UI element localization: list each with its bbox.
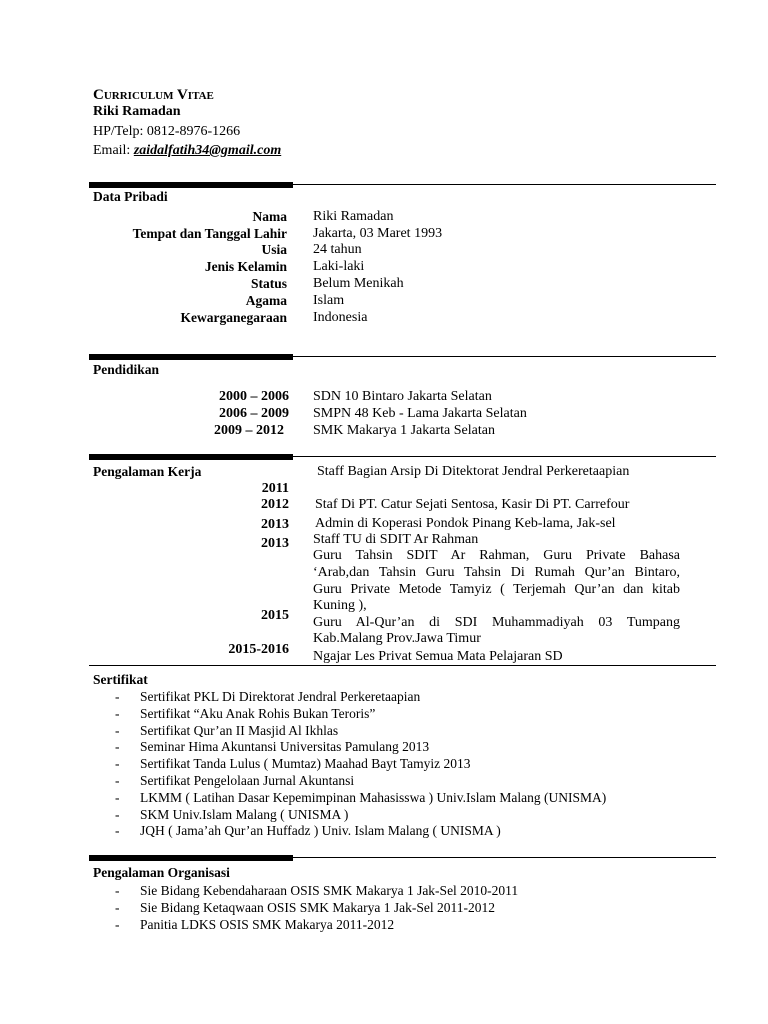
- work-item: Guru Private Metode Tamyiz ( Terjemah Qur’an dan kitab: [313, 582, 680, 597]
- cv-title: Curriculum Vitae: [93, 87, 214, 103]
- field-label-ttl: Tempat dan Tanggal Lahir: [132, 226, 287, 241]
- list-item: - Sertifikat PKL Di Direktorat Jendral Perkeretaapian: [115, 689, 606, 706]
- work-item: Kuning ),: [313, 598, 367, 613]
- field-value-nama: Riki Ramadan: [313, 209, 394, 224]
- certificate-list: [115, 689, 606, 840]
- organization-list: [115, 883, 518, 933]
- list-item: - Seminar Hima Akuntansi Universitas Pamulang 2013: [115, 739, 606, 756]
- list-item: - Panitia LDKS OSIS SMK Makarya 2011-2012: [115, 917, 518, 934]
- work-item: Ngajar Les Privat Semua Mata Pelajaran SD: [313, 649, 563, 664]
- section-divider-pendidikan: [89, 354, 716, 360]
- email-link[interactable]: zaidalfatih34@gmail.com: [133, 143, 282, 158]
- education-school: SMK Makarya 1 Jakarta Selatan: [313, 423, 495, 438]
- list-item: - LKMM ( Latihan Dasar Kepemimpinan Mahasisswa ) Univ.Islam Malang (UNISMA): [115, 790, 606, 807]
- section-divider-pengalaman-kerja: [89, 454, 716, 460]
- section-heading-pendidikan: Pendidikan: [93, 362, 160, 377]
- education-year: 2009 – 2012: [214, 423, 284, 438]
- applicant-name: Riki Ramadan: [93, 104, 181, 119]
- list-item: - Sertifikat Qur’an II Masjid Al Ikhlas: [115, 723, 606, 740]
- list-item: - Sertifikat “Aku Anak Rohis Bukan Teroris”: [115, 706, 606, 723]
- field-label-agama: Agama: [245, 293, 287, 308]
- work-year: 2013: [261, 517, 289, 532]
- education-year: 2000 – 2006: [219, 389, 289, 404]
- field-value-kewarganegaraan: Indonesia: [313, 310, 368, 325]
- education-year: 2006 – 2009: [219, 406, 289, 421]
- field-value-status: Belum Menikah: [313, 276, 404, 291]
- section-divider-organisasi: [89, 855, 716, 861]
- field-label-status: Status: [250, 276, 287, 291]
- work-item: ‘Arab,dan Tahsin Guru Tahsin Di Rumah Qur’an Bintaro,: [313, 565, 680, 580]
- education-school: SMPN 48 Keb - Lama Jakarta Selatan: [313, 406, 527, 421]
- list-item: - Sie Bidang Ketaqwaan OSIS SMK Makarya 1 Jak-Sel 2011-2012: [115, 900, 518, 917]
- section-heading-sertifikat: Sertifikat: [93, 672, 148, 687]
- work-item: Guru Tahsin SDIT Ar Rahman, Guru Private Bahasa: [313, 548, 680, 563]
- list-item: - Sertifikat Tanda Lulus ( Mumtaz) Maahad Bayt Tamyiz 2013: [115, 756, 606, 773]
- list-item: - Sertifikat Pengelolaan Jurnal Akuntansi: [115, 773, 606, 790]
- field-value-agama: Islam: [313, 293, 345, 308]
- field-label-usia: Usia: [261, 242, 287, 257]
- work-item: Staff Bagian Arsip Di Ditektorat Jendral Perkeretaapian: [317, 464, 630, 479]
- section-divider-sertifikat: [89, 665, 716, 666]
- list-item: - JQH ( Jama’ah Qur’an Huffadz ) Univ. Islam Malang ( UNISMA ): [115, 823, 606, 840]
- phone-number: HP/Telp: 0812-8976-1266: [93, 124, 241, 139]
- list-item: - SKM Univ.Islam Malang ( UNISMA ): [115, 807, 606, 824]
- email-label: Email:: [93, 143, 131, 158]
- field-value-jenis-kelamin: Laki-laki: [313, 259, 365, 274]
- section-heading-data-pribadi: Data Pribadi: [93, 189, 168, 204]
- field-label-jenis-kelamin: Jenis Kelamin: [204, 259, 287, 274]
- work-item: Staff TU di SDIT Ar Rahman: [313, 532, 479, 547]
- section-heading-organisasi: Pengalaman Organisasi: [93, 865, 230, 880]
- list-item: - Sie Bidang Kebendaharaan OSIS SMK Makarya 1 Jak-Sel 2010-2011: [115, 883, 518, 900]
- work-item: Kab.Malang Prov.Jawa Timur: [313, 631, 481, 646]
- work-item: Staf Di PT. Catur Sejati Sentosa, Kasir Di PT. Carrefour: [315, 497, 630, 512]
- work-year: 2011: [261, 481, 289, 496]
- section-divider-data-pribadi: [89, 182, 716, 188]
- work-item: Guru Al-Qur’an di SDI Muhammadiyah 03 Tumpang: [313, 615, 680, 630]
- work-year: 2015-2016: [228, 642, 289, 657]
- field-label-kewarganegaraan: Kewarganegaraan: [180, 310, 287, 325]
- work-year: 2013: [261, 536, 289, 551]
- section-heading-pengalaman-kerja: Pengalaman Kerja: [93, 464, 202, 479]
- work-year: 2015: [261, 608, 289, 623]
- email-line: [93, 143, 281, 159]
- work-year: 2012: [261, 497, 289, 512]
- field-value-usia: 24 tahun: [313, 242, 362, 257]
- education-school: SDN 10 Bintaro Jakarta Selatan: [313, 389, 492, 404]
- work-item: Admin di Koperasi Pondok Pinang Keb-lama, Jak-sel: [315, 516, 616, 531]
- field-label-nama: Nama: [252, 209, 287, 224]
- field-value-ttl: Jakarta, 03 Maret 1993: [313, 226, 443, 241]
